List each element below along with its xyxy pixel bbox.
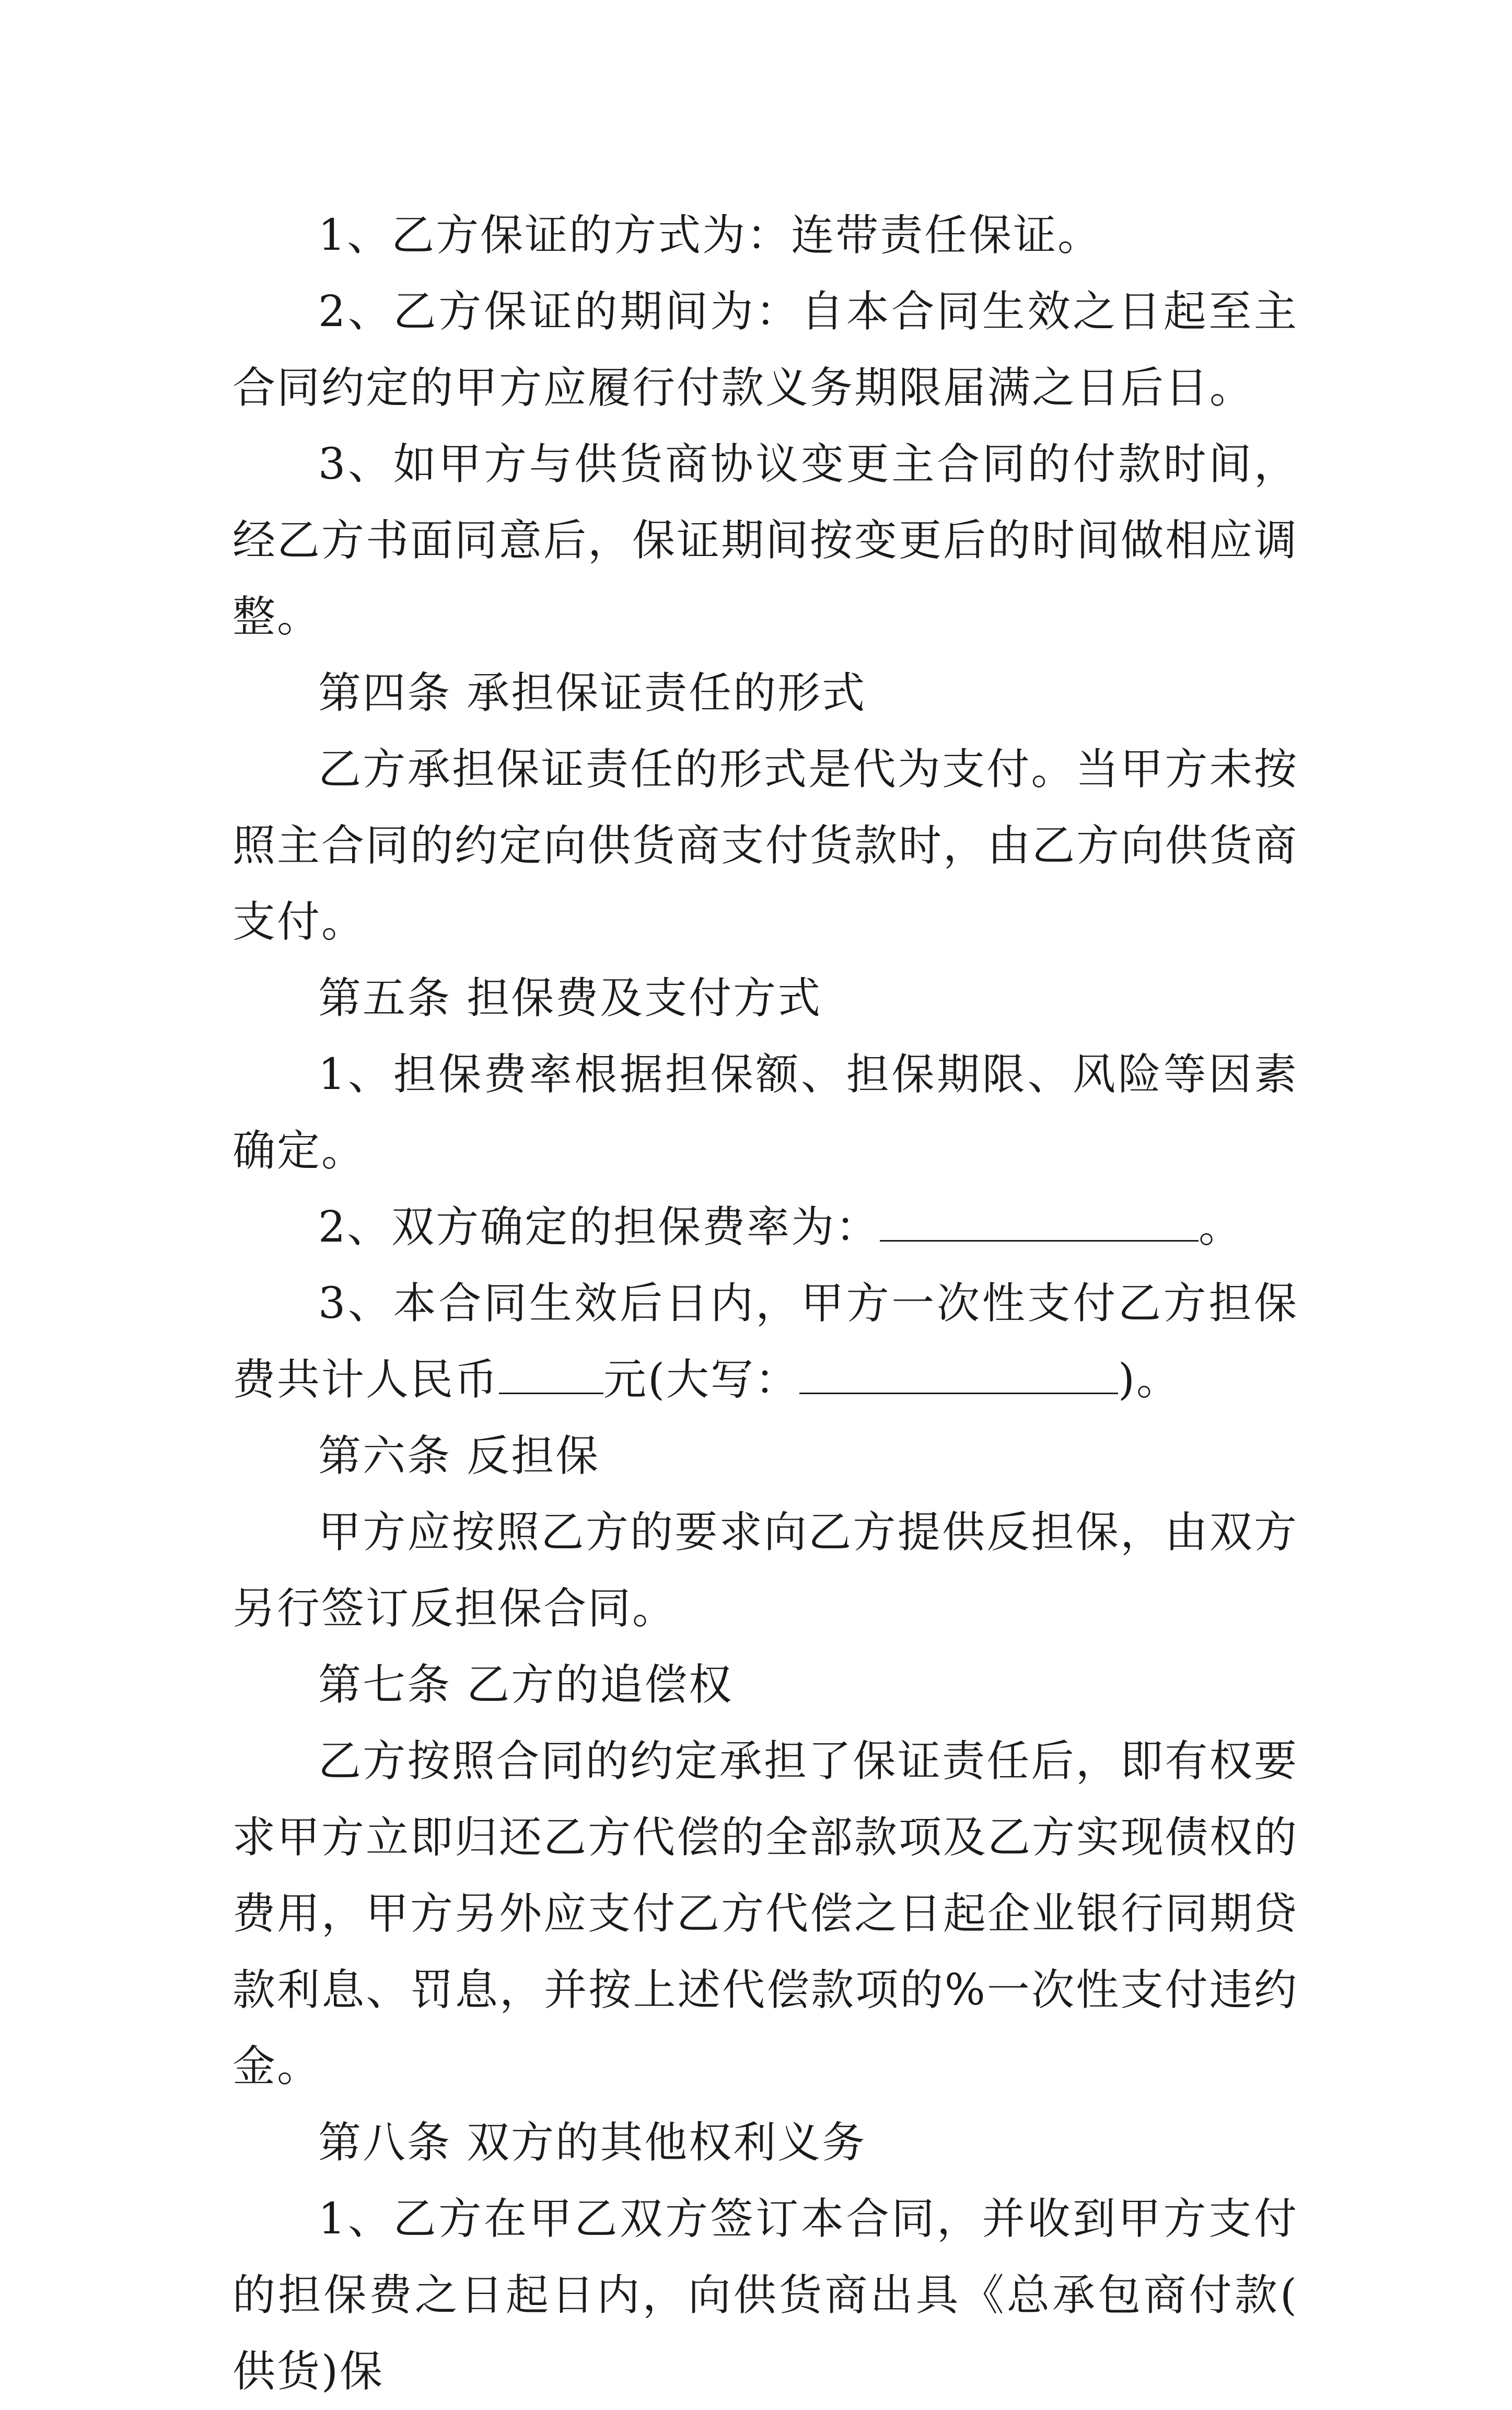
fee-payment-text: 3、本合同生效后日内，甲方一次性支付乙方担保费共计人民币: [232, 1279, 1298, 1405]
article-6-body: 甲方应按照乙方的要求向乙方提供反担保，由双方另行签订反担保合同。: [232, 1508, 1298, 1633]
clause-fee-payment: [232, 1266, 1298, 1418]
clause-fee-rate-basis: 1、担保费率根据担保额、担保期限、风险等因素确定。: [232, 1050, 1298, 1176]
document-body: [232, 198, 1298, 2410]
fee-amount-unit: 元(大写：: [603, 1355, 800, 1405]
clause-fee-rate: [232, 1189, 1298, 1266]
article-6-heading: 第六条 反担保: [318, 1431, 600, 1481]
article-8-clause-1: 1、乙方在甲乙双方签订本合同，并收到甲方支付的担保费之日起日内，向供货商出具《总承包商付款(供货)保: [232, 2194, 1298, 2396]
clause-guarantee-period: 2、乙方保证的期间为：自本合同生效之日起至主合同约定的甲方应履行付款义务期限届满之日后日。: [232, 287, 1298, 413]
article-8-heading: 第八条 双方的其他权利义务: [318, 2118, 867, 2168]
fee-rate-end: 。: [1199, 1202, 1243, 1252]
article-5-heading: 第五条 担保费及支付方式: [318, 974, 822, 1023]
fee-amount-blank: [499, 1352, 603, 1394]
article-4-body: 乙方承担保证责任的形式是代为支付。当甲方未按照主合同的约定向供货商支付货款时，由乙方向供货商支付。: [232, 745, 1299, 947]
fee-payment-end: )。: [1118, 1355, 1181, 1405]
fee-rate-blank: [880, 1199, 1199, 1242]
article-7-heading: 第七条 乙方的追偿权: [318, 1660, 734, 1710]
fee-amount-words-blank: [799, 1352, 1118, 1394]
clause-period-adjustment: 3、如甲方与供货商协议变更主合同的付款时间，经乙方书面同意后，保证期间按变更后的时间做相应调整。: [232, 439, 1299, 642]
fee-rate-label: 2、双方确定的担保费率为：: [318, 1202, 880, 1252]
clause-guarantee-method: 1、乙方保证的方式为：连带责任保证。: [318, 211, 1102, 260]
article-7-body: 乙方按照合同的约定承担了保证责任后，即有权要求甲方立即归还乙方代偿的全部款项及乙方实现债权的费用，甲方另外应支付乙方代偿之日起企业银行同期贷款利息、罚息，并按上述代偿款项的%一次性支付违约金。: [232, 1736, 1299, 2091]
article-4-heading: 第四条 承担保证责任的形式: [318, 668, 867, 718]
